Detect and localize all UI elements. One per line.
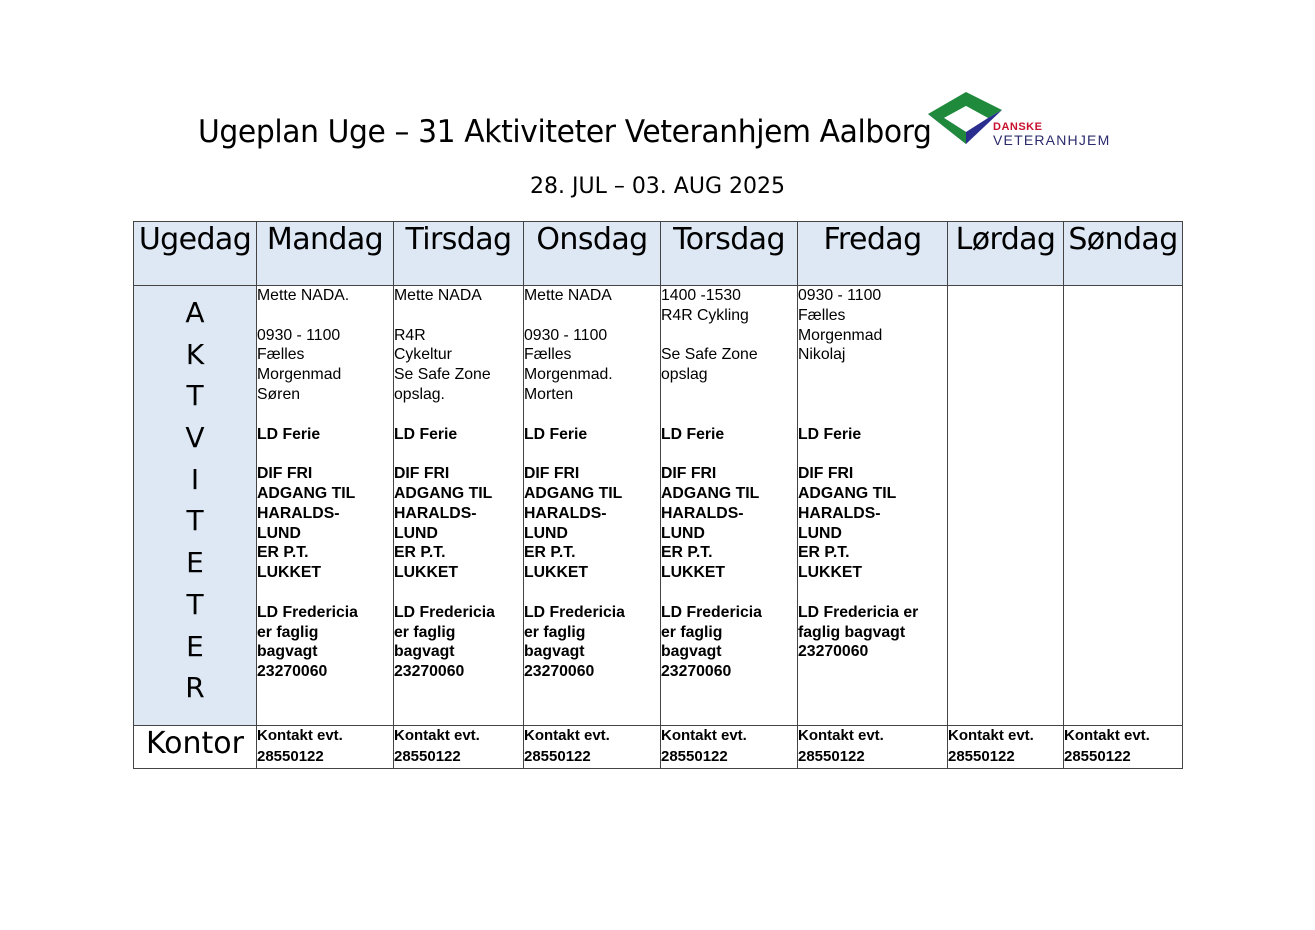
activity-line: Se Safe Zone [661, 346, 758, 364]
kontor-phone: 28550122 [798, 747, 865, 765]
activity-line: DIF FRI [257, 465, 313, 483]
activity-line: R4R [394, 326, 426, 344]
kontor-cell [257, 726, 394, 769]
activity-line: 23270060 [394, 663, 465, 681]
day-header: Tirsdag [394, 222, 524, 286]
activity-line: LD Ferie [798, 425, 862, 443]
activity-cell-onsdag [524, 286, 661, 726]
kontor-phone: 28550122 [661, 747, 728, 765]
vertical-letters [134, 286, 256, 709]
activity-line: 23270060 [798, 643, 869, 661]
activity-line: LUND [524, 524, 568, 542]
spacer [798, 385, 947, 405]
page-title: Ugeplan Uge – 31 Aktiviteter Veteranhjem Aalborg [198, 114, 932, 150]
activity-cell-torsdag [661, 286, 798, 726]
side-letter: E [186, 546, 204, 580]
activity-line: ER P.T. [524, 544, 576, 562]
spacer [798, 583, 947, 603]
activity-line: 23270060 [661, 663, 732, 681]
activity-line: Morgenmad. [524, 366, 613, 384]
kontor-line1: Kontakt evt. [798, 727, 884, 744]
side-letter: V [185, 421, 205, 455]
activity-line: LD Fredericia [394, 603, 495, 621]
activity-line: DIF FRI [661, 465, 717, 483]
activity-cell-tirsdag [394, 286, 524, 726]
week-plan-table [133, 221, 1183, 769]
header-row [134, 222, 1183, 286]
spacer [524, 583, 660, 603]
activity-line: 1400 -1530 [661, 287, 741, 304]
activity-line: 23270060 [524, 663, 595, 681]
activity-line: ER P.T. [394, 544, 446, 562]
spacer [394, 405, 523, 425]
kontor-phone: 28550122 [257, 747, 324, 765]
activity-line: opslag [661, 366, 708, 384]
activity-line: LD Fredericia [661, 603, 762, 621]
kontor-line1: Kontakt evt. [394, 727, 480, 744]
kontor-line1: Kontakt evt. [948, 727, 1034, 744]
kontor-cell [1064, 726, 1183, 769]
activity-line: DIF FRI [798, 465, 854, 483]
activity-line: ER P.T. [798, 544, 850, 562]
side-letter: A [185, 296, 205, 329]
spacer [394, 306, 523, 326]
spacer [798, 444, 947, 464]
activity-line: Morgenmad [798, 326, 883, 344]
activity-line: 0930 - 1100 [798, 287, 882, 304]
activity-line: ER P.T. [257, 544, 309, 562]
kontor-phone: 28550122 [394, 747, 461, 765]
spacer [524, 405, 660, 425]
logo-text-veteranhjem: VETERANHJEM [993, 132, 1111, 148]
activity-line: DIF FRI [394, 465, 450, 483]
activity-line: LUKKET [661, 564, 726, 582]
kontor-row [134, 726, 1183, 769]
kontor-phone: 28550122 [524, 747, 591, 765]
activity-line: LD Ferie [257, 425, 321, 443]
activity-cell-lordag [948, 286, 1064, 726]
activity-line: R4R Cykling [661, 306, 749, 324]
activity-line: bagvagt [524, 643, 585, 661]
activity-line: bagvagt [661, 643, 722, 661]
activity-line: er faglig [661, 623, 723, 641]
activity-line: LD Ferie [661, 425, 725, 443]
activities-row [134, 286, 1183, 726]
activity-line: HARALDS- [394, 504, 477, 522]
kontor-line1: Kontakt evt. [1064, 727, 1150, 744]
spacer [798, 365, 947, 385]
activity-line: LUND [798, 524, 842, 542]
side-letter: T [186, 587, 204, 621]
activity-line: 0930 - 1100 [524, 326, 608, 344]
activity-line: Mette NADA. [257, 287, 350, 304]
spacer [661, 385, 797, 405]
day-header: Fredag [798, 222, 948, 286]
spacer [661, 583, 797, 603]
activity-line: DIF FRI [524, 465, 580, 483]
kontor-label: Kontor [134, 726, 257, 769]
activity-line: LD Fredericia [524, 603, 625, 621]
activity-line: LUKKET [524, 564, 589, 582]
activity-line: Morten [524, 385, 574, 403]
activity-line: HARALDS- [257, 504, 340, 522]
activity-line: ADGANG TIL [798, 484, 897, 502]
activity-line: LD Fredericia [257, 603, 358, 621]
activity-cell-sondag [1064, 286, 1183, 726]
activity-line: Søren [257, 385, 301, 403]
activity-line: LD Ferie [524, 425, 588, 443]
activity-cell-mandag [257, 286, 394, 726]
spacer [524, 444, 660, 464]
corner-header: Ugedag [134, 222, 257, 286]
activity-line: LUND [394, 524, 438, 542]
activity-line: bagvagt [257, 643, 318, 661]
spacer [524, 306, 660, 326]
activity-line: LD Ferie [394, 425, 458, 443]
spacer [257, 405, 393, 425]
kontor-cell [524, 726, 661, 769]
activity-line: LUKKET [394, 564, 459, 582]
kontor-line1: Kontakt evt. [661, 727, 747, 744]
kontor-cell [798, 726, 948, 769]
day-header: Torsdag [661, 222, 798, 286]
activity-line: Morgenmad [257, 366, 342, 384]
spacer [257, 306, 393, 326]
activity-line: bagvagt [394, 643, 455, 661]
day-header: Mandag [257, 222, 394, 286]
date-range-text: 28. JUL – 03. AUG 2025 [530, 174, 785, 199]
aktiviteter-label [134, 286, 257, 726]
activity-line: LD Fredericia er [798, 603, 919, 621]
side-letter: T [186, 379, 204, 413]
activity-line: Se Safe Zone [394, 366, 491, 384]
day-header: Lørdag [948, 222, 1064, 286]
kontor-phone: 28550122 [1064, 747, 1131, 765]
activity-line: Nikolaj [798, 346, 846, 364]
activity-line: ER P.T. [661, 544, 713, 562]
spacer [661, 405, 797, 425]
activity-line: LUND [257, 524, 301, 542]
kontor-line1: Kontakt evt. [257, 727, 343, 744]
spacer [661, 444, 797, 464]
logo-text-danske: DANSKE [993, 121, 1043, 133]
spacer [661, 326, 797, 346]
activity-line: LUND [661, 524, 705, 542]
activity-line: Cykeltur [394, 346, 452, 364]
activity-line: Mette NADA [524, 287, 612, 304]
activity-line: 0930 - 1100 [257, 326, 341, 344]
spacer [257, 444, 393, 464]
activity-line: Fælles [798, 306, 846, 324]
day-header: Onsdag [524, 222, 661, 286]
activity-line: opslag. [394, 385, 445, 403]
activity-cell-fredag [798, 286, 948, 726]
date-range [0, 174, 1315, 199]
kontor-cell [948, 726, 1064, 769]
spacer [257, 583, 393, 603]
kontor-cell [394, 726, 524, 769]
side-letter: T [186, 504, 204, 538]
activity-line: ADGANG TIL [394, 484, 493, 502]
side-letter: I [190, 462, 200, 496]
activity-line: HARALDS- [661, 504, 744, 522]
side-letter: E [186, 629, 204, 663]
activity-line: faglig bagvagt [798, 623, 906, 641]
activity-line: LUKKET [798, 564, 863, 582]
spacer [394, 583, 523, 603]
activity-line: er faglig [257, 623, 319, 641]
spacer [394, 444, 523, 464]
activity-line: ADGANG TIL [661, 484, 760, 502]
activity-line: ADGANG TIL [257, 484, 356, 502]
day-header: Søndag [1064, 222, 1183, 286]
activity-line: er faglig [394, 623, 456, 641]
kontor-phone: 28550122 [948, 747, 1015, 765]
activity-line: 23270060 [257, 663, 328, 681]
activity-line: er faglig [524, 623, 586, 641]
activity-line: ADGANG TIL [524, 484, 623, 502]
side-letter: K [185, 337, 205, 371]
kontor-cell [661, 726, 798, 769]
spacer [798, 405, 947, 425]
activity-line: Mette NADA [394, 287, 482, 304]
activity-line: HARALDS- [524, 504, 607, 522]
activity-line: LUKKET [257, 564, 322, 582]
kontor-line1: Kontakt evt. [524, 727, 610, 744]
activity-line: Fælles [257, 346, 305, 364]
activity-line: Fælles [524, 346, 572, 364]
activity-line: HARALDS- [798, 504, 881, 522]
side-letter: R [185, 671, 205, 705]
